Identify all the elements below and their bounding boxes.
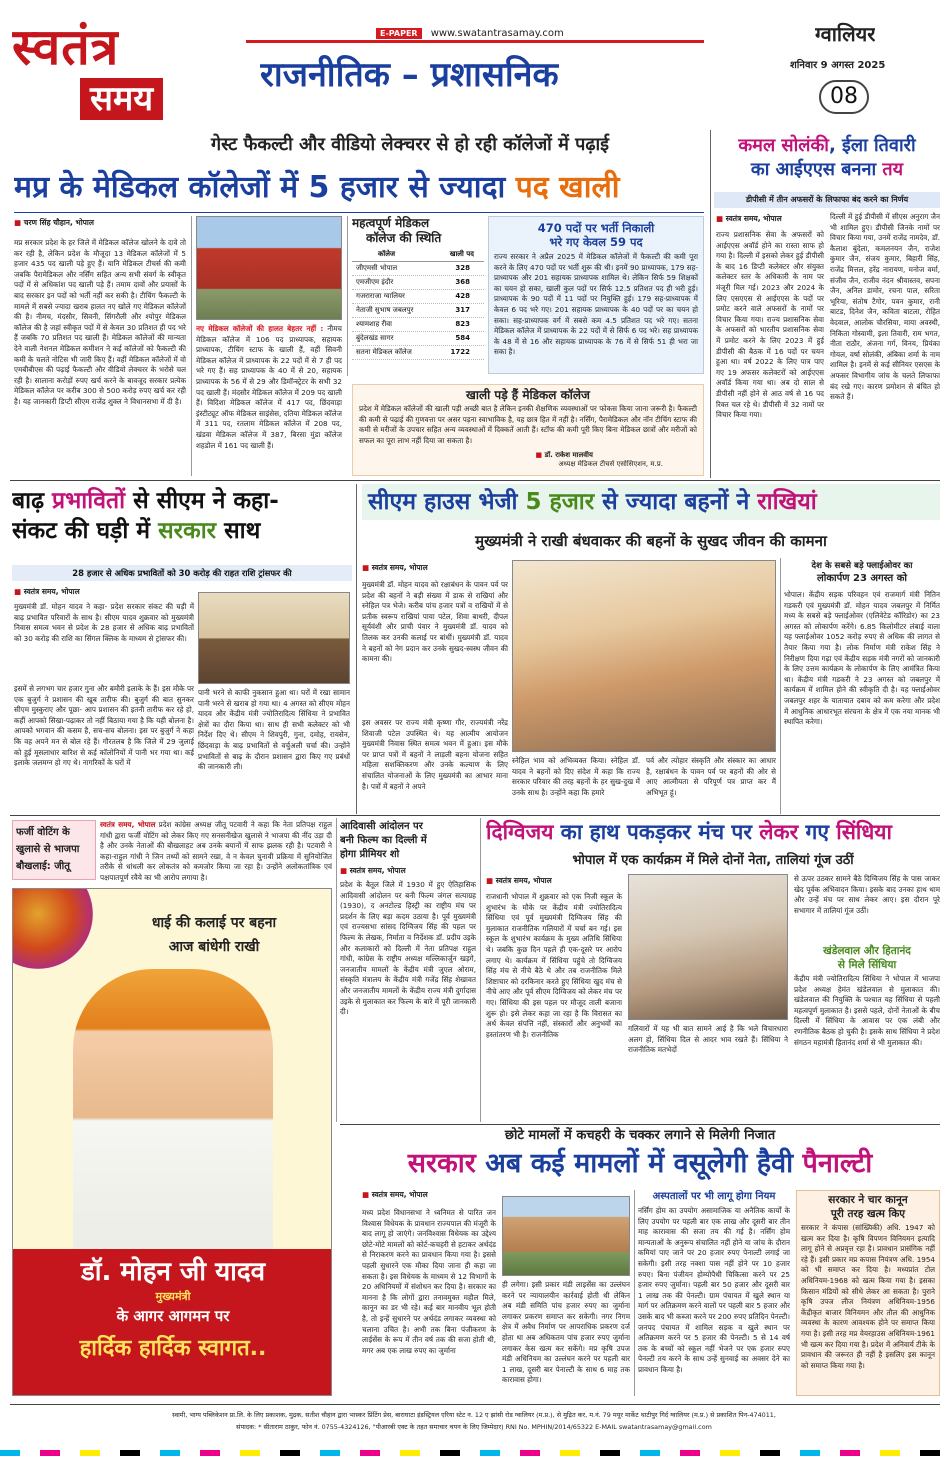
penalty-body-2: ही लगेगा। इसी प्रकार मंडी लाइसेंस का उल्लंघन करने पर न्यायालयीन कार्रवाई होती थी लेकिन अब मंडी समिति पांच हजार रुपए का जुर्माना लगाकर प्रकरण समाप्त कर सकेगी। नगर निगम क्षेत्र में अवैध निर्माण पर आपराधिक प्रकरण दर्ज होता था अब अधिकतम पांच हजार रुपए जुर्माना लगाकर केस खत्म कर सकेंगे। मप्र कृषि उपज मंडी अधिनियम का उल्लंघन करने पर पहली बार 1 लाख, दूसरी बार पेनाल्टी के साथ 6 माह तक कारावास होगा। (502, 1280, 630, 1385)
flood-h2-c: साथ (216, 518, 261, 544)
lead-byline: ■ चरण सिंह चौहान, भोपाल (14, 218, 184, 228)
ad-name: डॉ. मोहन जी यादव (80, 1257, 266, 1287)
lead-body-1: मप्र सरकार प्रदेश के हर जिले में मेडिकल कॉलेज खोलने के दावे तो कर रही है, लेकिन प्रदेश के मौजूदा 13 मेडिकल कॉलेजों में 5 हजार 435 पद खाली पड़े हुए हैं। यानि मेडिकल टीचर्स की कमी जबकि पैरामेडिकल और नर्सिंग सहित अन्य सभी संवर्ग के स्वीकृत पदों में से अधिकांश पद खाली पड़े हैं। तमाम दावों और प्रयासों के बाद सरकार इन पदों को भर्ती नहीं कर सकी है। टीचिंग फैकल्टी के मामले में सबसे ज्यादा खराब हालत नए खोले गए मेडिकल कॉलेजों की है। नीमच, मंदसौर, सिवनी, सिंगरौली और श्योपुर मेडिकल कॉलेज की है जहां स्वीकृत पदों में से केवल 30 प्रतिशत ही पद भरे हैं जबकि 70 प्रतिशत पद खाली हैं। मेडिकल कॉलेजों की मान्यता देने वाली नेशनल मेडिकल कमीशन ने कई कॉलेजों को फैकल्टी की कमी के चलते नोटिस भी जारी किए हैं। वहीं मेडिकल कॉलेजों में वो एमबीबीएस की पढ़ाई फैकल्टी और वीडियो लेक्चरर के भरोसे चल रही है। सालाना करोड़ों रुपए खर्च करने के बावजूद सरकार प्रत्येक मेडिकल कॉलेज पर करीब 300 से 500 करोड़ रुपए खर्च कर रही है। यह जानकारी डिप्टी सीएम राजेंद्र शुक्ल ने विधानसभा में दी है। (14, 238, 186, 406)
flood-h1-c: से सीएम ने कहा- (125, 488, 279, 514)
table-col-college: कॉलेज (378, 250, 396, 258)
table-row (352, 262, 484, 276)
laws-box (796, 1190, 940, 1396)
rakhi-byline: ■ स्वतंत्र समय, भोपाल (362, 563, 512, 573)
vacant-box (352, 384, 704, 476)
table-row (352, 290, 484, 304)
site-url[interactable]: www.swatantrasamay.com (430, 28, 564, 39)
vote-box-1: फर्जी वोटिंग के (16, 827, 70, 838)
epaper-label: E-PAPER (376, 28, 422, 39)
scindia-sub (794, 944, 940, 1114)
table-heading-2: कॉलेज की स्थिति (366, 231, 442, 245)
section-title: राजनीतिक – प्रशासनिक (260, 55, 559, 95)
table-row (352, 332, 484, 346)
film-title-2: बनी फिल्म का दिल्ली में (340, 835, 427, 846)
flyover-body: भोपाल। केंद्रीय सड़क परिवहन एवं राजमार्ग मंत्री नितिन गडकरी एवं मुख्यमंत्री डॉ. मोहन यादव जबलपुर में निर्मित मध्य के सबसे बड़े फ्लाईओवर (एलिवेटेड कॉरिडोर) का 23 अगस्त को लोकार्पण करेंगे। 6.85 किलोमीटर लंबाई वाला यह फ्लाईओवर 1052 करोड़ रुपए से अधिक की लागत से तैयार किया गया है। लोक निर्माण मंत्री राकेश सिंह ने निरीक्षण दिया गढ़ा एवं केंद्रीय सड़क मंत्री नगरों को जानकारी के लिए उत्तम कार्यक्रम के लोकार्पण के लिए आमंत्रित किया था। केंद्रीय मंत्री गडकरी ने 23 अगस्त को जबलपुर में कार्यक्रम में शामिल होने की स्वीकृति दी है। यह फ्लाईओवर जबलपुर शहर के यातायात दबाव को कम करेगा और प्रदेश में आधुनिक आधारभूत संरचना के क्षेत्र में एक नया मानक भी स्थापित करेगा। (784, 590, 940, 727)
vote-body-text: प्रदेश कांग्रेस अध्यक्ष जीतू पटवारी ने कहा कि नेता प्रतिपक्ष राहुल गांधी द्वारा फर्जी वोटिंग को लेकर किए गए सनसनीखेज खुलासे ने भाजपा की नींद उड़ा दी है और उनके नेताओं की बौखलाहट अब उनके बयानों में साफ झलक रही है। पटवारी ने कहा-राहुल गांधी ने जिन तथ्यों को सामने रखा, वे न केवल चुनावी प्रक्रिया में सुनियोजित तरीके से धांधली कर लोकतंत्र को कमजोर किया जा रहा है। उन्होंने अलोकतांत्रिक एवं पक्षपातपूर्ण रवैये का भी आरोप लगाया है। (100, 820, 332, 882)
rakhi-body-1: मुख्यमंत्री डॉ. मोहन यादव को रक्षाबंधन के पावन पर्व पर प्रदेश की बहनों ने बड़ी संख्या में डाक से राखियां और स्नेहिल पत्र भेजे। करीब पांच हजार पत्रों व राखियों में से प्रतीक स्वरूप राखियां पाया पटेल, शिवा बाथरी, दीपल सूर्यवंशी और प्राची पंवार ने मुख्यमंत्री डॉ. यादव को तिलक कर उनकी कलाई पर बांधीं। मुख्यमंत्री डॉ. यादव ने बहनों को नेग प्रदान कर उनके सुखद-स्वस्थ जीवन की कामना की। (362, 580, 508, 664)
table-cell-vacant: 584 (455, 334, 470, 342)
flyover-box (784, 560, 940, 812)
penalty-h-b: अब कई मामलों में वसूलेगी हैवी (475, 1148, 803, 1179)
vacancy-table (352, 216, 484, 372)
table-row (352, 304, 484, 318)
vote-box-3: बौखलाई: जीतू (16, 861, 70, 872)
rakhi-strap: मुख्यमंत्री ने राखी बंधवाकर की बहनों के सुखद जीवन की कामना (475, 532, 827, 550)
ias-headline-d: तय (882, 159, 904, 180)
penalty-h-c: पैनाल्टी (802, 1148, 873, 1179)
table-row (352, 346, 484, 360)
table-cell-vacant: 368 (455, 278, 470, 286)
penalty-headline (340, 1146, 940, 1182)
college-building-photo (196, 216, 342, 320)
table-cell-vacant: 823 (455, 320, 470, 328)
film-byline: ■ स्वतंत्र समय, भोपाल (340, 866, 476, 876)
scindia-byline: ■ स्वतंत्र समय, भोपाल (486, 876, 626, 886)
welcome-ad (12, 888, 332, 1396)
table-cell-college: सतना मेडिकल कॉलेज (356, 348, 412, 356)
flood-body-1: मुख्यमंत्री डॉ. मोहन यादव ने कहा- प्रदेश सरकार संकट की घड़ी में बाढ़ प्रभावित परिवारों के साथ है। सीएम यादव शुक्रवार को मुख्यमंत्री निवास समत्व भवन से प्रदेश के 28 हजार से अधिक बाढ़ प्रभावितों को 30 करोड़ की राशि का सिंगल क्लिक के माध्यम से ट्रांसफर की। (14, 602, 194, 643)
table-cell-college: बुंदेलखंड सागर (356, 334, 394, 342)
rakhi-graphic (12, 888, 93, 969)
scindia-sub-title-2: से मिले सिंधिया (837, 959, 897, 971)
rakhi-ceremony-photo (512, 560, 776, 752)
ad-banner (13, 1249, 332, 1396)
flood-h1-b: प्रभावितों (52, 488, 126, 514)
table-row (352, 318, 484, 332)
flood-h1-a: बाढ़ (12, 488, 53, 514)
penalty-byline: ■ स्वतंत्र समय, भोपाल (362, 1190, 502, 1200)
rakhi-h-c: से ज्यादा बहनों ने (594, 489, 758, 515)
lead-headline (14, 168, 704, 208)
ias-strap: डीपीसी में तीन अफसरों के लिफाफा बंद करने का निर्णय (714, 192, 940, 208)
laws-box-body: सरकार ने कंपास (सांख्यिकी) अधि. 1947 को खत्म कर दिया है। कृषि विपणन विनियमन इत्यादि लागू होने से अप्रवृत्त रहा है। प्रावधान प्रासंगिक नहीं रहे हैं। इसी प्रकार मप्र कपास नियंत्रण अधि. 1954 को भी समाप्त कर दिया है। मध्यप्रांत टोल अधिनियम-1968 को खत्म किया गया है। इसका किसान मंडियों को सीधे लेकर आ सकता है। पुराने कृषि उपज लीज नियंत्रण अधिनियम-1956 केंद्रीकृत बाजार विनियमन और तौल की आधुनिक व्यवस्था के कारण आवश्यक होने पर समाप्त किया गया है। इसी तरह मप्र वेयरहाउस अधिनियम-1961 भी खत्म कर दिया गया है। प्रदेश में अनिवार्य टीके के प्रावधान की जरूरत ही नहीं है इसलिए इस कानून को समाप्त किया गया है। (801, 1223, 935, 1370)
ad-line-3: के आगर आगमन पर (116, 1307, 230, 1325)
rakhi-h-b: 5 हजार (525, 489, 595, 515)
assembly-building-photo (502, 1196, 630, 1276)
laws-box-title-2: पूरी तरह खत्म किए (830, 1208, 906, 1220)
hospital-box-body: नर्सिंग होम का उपयोग असामाजिक या अनैतिक कार्यों के लिए उपयोग पर पहली बार एक लाख और दूसरी बार तीन माह कारावास की सजा तय की गई है। नर्सिंग होम मान्यताओं के अनुरूप संचालित नहीं होने या जांच के दौरान कमियां पाए जाने पर 20 हजार रुपए पेनाल्टी लगाई जा सकेगी। इसी तरह नक्शा पास नहीं होने पर 10 हजार रुपए। बिना पंजीयन होम्योपैथी चिकित्सा करने पर 25 हजार रुपए जुर्माना। पहली बार 50 हजार और दूसरी बार 1 लाख तक की पेनल्टी। ग्राम पंचायत में खुले स्थान या मार्ग पर अतिक्रमण करने वालों पर पहली बार 5 हजार और उसके बाद भी कब्जा करने पर 200 रुपए प्रतिदिन पेनल्टी। जनपद पंचायत में शामिल सड़क व खुले स्थान पर अतिक्रमण करने पर 5 हजार की पेनल्टी। 5 से 14 वर्ष तक के बच्चों को स्कूल नहीं भेजने पर एक हजार रुपए पेनल्टी तय करने के साथ उन्हें सुनवाई का अवसर देने का प्रावधान किया है। (638, 1206, 790, 1374)
scindia-photo-caption: गलियारों में यह भी बात सामने आई है कि भले विचारधारा अलग हो, सिंधिया दिल से आदर भाव रखते हैं। सिंधिया ने राजनीतिक मतभेदों (628, 1024, 788, 1055)
vote-box-2: खुलासे से भाजपा (16, 844, 80, 855)
vacant-sign-1: ■ डॉ. राकेश मालवीय (353, 451, 703, 460)
ias-headline (714, 134, 940, 182)
rakhi-h-d: राखियां (757, 489, 817, 515)
scindia-h-a: दिग्विजय (486, 820, 554, 844)
scindia-h-b: का हाथ पकड़कर मंच पर (553, 820, 760, 844)
penalty-kicker: छोटे मामलों में कचहरी के चक्कर लगाने से मिलेगी निजात (504, 1128, 776, 1143)
ias-body-1: राज्य प्रशासनिक सेवा के अफसरों को आईएएस अवॉर्ड होने का रास्ता साफ हो गया है। दिल्ली में इसको लेकर हुई डीपीसी के बाद 16 डिप्टी कलेक्टर और संयुक्त कलेक्टर स्तर के अधिकारी के नाम पर मंजूरी मिल गई। 2023 और 2024 के लिए एसएएस से आईएएस के पदों पर प्रमोट करने वाले अफसरों के नामों पर विचार किया गया। राज्य प्रशासनिक सेवा के अफसरों को भारतीय प्रशासनिक सेवा में प्रमोट करने के लिए 2023 में हुई डीपीसी की बैठक में 16 पदों पर चयन हुआ था। वर्ष 2022 के लिए पात्र पाए गए 19 अफसर कलेक्टरों को आईएएस अवॉर्ड किया गया था। अब दो साल से डीपीसी नहीं होने से आठ वर्ष से 16 पद रिक्त चल रहे थे। डीपीसी में 32 नामों पर विचार किया गया। (716, 230, 824, 420)
ad-line-1: धाई की कलाई पर बहना (151, 915, 277, 931)
vote-byline: स्वतंत्र समय, भोपाल (100, 820, 156, 829)
cm-office-photo (198, 592, 350, 684)
scindia-body: राजधानी भोपाल में शुक्रवार को एक निजी स्कूल के शुभारंभ के मौके पर केंद्रीय मंत्री ज्योतिरादित्य सिंधिया एवं पूर्व मुख्यमंत्री दिग्विजय सिंह की मुलाकात राजनीतिक गलियारों में चर्चा बन गई। इस स्कूल के शुभारंभ कार्यक्रम के मुख्य अतिथि सिंधिया थे। जबकि कुछ दिन पहले ही एक-दूसरे पर आरोप लगाए थे। कार्यक्रम में सिंधिया पहुंचे तो दिग्विजय सिंह मंच से नीचे बैठे थे और तब राजनीतिक मिले शिष्टाचार को दरकिनार करते हुए सिंधिया खुद मंच से नीचे आए और पूर्व सीएम दिग्विजय को लेकर मंच पर गए। सिंधिया की इस पहल पर मौजूद ताली बजाना शुरू हो। इसे लेकर कहा जा रहा है कि विरासत का अर्थ केवल संपत्ति नहीं, संस्कारों और अनुभवों का हस्तांतरण भी है। राजनीतिक (486, 892, 622, 1039)
ias-headline-c: का आईएएस बनना (750, 159, 883, 180)
lead-body-2-text: नीमच मेडिकल कॉलेज में 106 पद प्राध्यापक, सहायक प्राध्यापक, टीचिंग स्टाफ के खाली हैं, वहीं सिवनी मेडिकल कॉलेज में प्राध्यापक के 22 पदों में से 7 ही पद भरे गए हैं। सह प्राध्यापक के 40 में से 20, सहायक प्राध्यापक के 56 में से 29 और डिमॉन्स्ट्रेटर के सभी 32 पद खाली हैं। मंदसौर मेडिकल कॉलेज में 209 पद खाली हैं। विदिशा मेडिकल कॉलेज में 417 पद, छिंदवाड़ा इंस्टीट्यूट ऑफ मेडिकल साइंसेस, दतिया मेडिकल कॉलेज में 311 पद, रतलाम मेडिकल कॉलेज में 208 पद, खंडवा मेडिकल कॉलेज में 387, बिरसा मुंडा कॉलेज शहडोल में 161 पद खाली हैं। (196, 324, 342, 450)
penalty-body-1: मध्य प्रदेश विधानसभा ने ध्वनिमत से पारित जन विश्वास विधेयक के प्रावधान राज्यपाल की मंजूरी के बाद लागू हो जाएंगे। जनविश्वास विधेयक का उद्देश्य छोटे-मोटे मामलों को कोर्ट-कचहरी से हटाकर अर्थदंड से निराकरण करने का प्रावधान किया गया है। इससे पहली सुधारने एक मौका दिया जाना ही कहा जा सकता है। इस विधेयक के माध्यम से 12 विभागों के 20 अधिनियमों में संशोधन कर दिया है। सरकार का मानना है कि लोगों द्वारा तनावमुक्त महौल मिले, कानून का डर भी रहे। कई बार मानवीय भूल होती है, तो इन्हें सुधारने पर अर्थदंड लगाकर व्यवस्था को चलाना उचित है। अभी तक बिना पंजीकरण के लाईसेंस के रूप में तीन वर्ष तक की सजा होती थी, मगर अब एक लाख रुपए का जुर्माना (362, 1208, 496, 1355)
scindia-body-2: से ऊपर उठकर सामने बैठे दिग्विजय सिंह के पास जाकर खेद पूर्वक अभिवादन किया। इसके बाद उनका हाथ थाम और उन्हें मंच पर साथ लेकर आए। इस दौरान पूरे सभागार में तालियां गूंज उठीं। (794, 874, 940, 915)
laws-box-title-1: सरकार ने चार कानून (828, 1194, 908, 1206)
lead-headline-a: मप्र के मेडिकल कॉलेजों में 5 हजार से ज्यादा (14, 170, 516, 205)
film-title-1: आदिवासी आंदोलन पर (340, 821, 423, 832)
table-cell-college: नेताजी सुभाष जबलपुर (356, 306, 414, 314)
logo-top: स्वतंत्र (12, 18, 120, 76)
film-story (340, 820, 476, 862)
flood-h2-b: सरकार (158, 518, 217, 544)
table-cell-vacant: 328 (455, 264, 470, 272)
imprint-line-2: संपादक: * सीताराम ठाकुर, फोन नं. 0755-4324126, "पीआरबी एक्ट के तहत समाचार चयन के लिए जिम्मेदार) RNI No. MPHIN/2014/65322 E-MAIL swatantrasamay@gmail.com (236, 1423, 712, 1431)
ias-headline-a: कमल सोलंकी (738, 135, 829, 156)
table-rows (352, 262, 484, 360)
flyover-title-1: देश के सबसे बड़े फ्लाईओवर का (811, 561, 913, 571)
vacant-title: खाली पड़े हैं मेडिकल कॉलेज (466, 388, 590, 402)
rakhi-headline (362, 484, 940, 520)
epaper-strip (376, 21, 616, 39)
lead-headline-b: पद खाली (515, 170, 620, 205)
scindia-digvijay-photo (628, 874, 788, 1020)
vacant-body: प्रदेश में मेडिकल कॉलेजों की खाली पड़ी अच्छी बात है लेकिन इनकी शैक्षणिक व्यवस्थाओं पर फोकस किया जाना जरूरी है। फैकल्टी की कमी से पढ़ाई की गुणवत्ता पर असर पड़ना स्वाभाविक है, यह छात्र हित में नहीं है। नर्सिंग, पैरामेडिकल और नॉन टीचिंग स्टाफ की कमी से मरीजों के उपचार सहित अन्य व्यवस्थाओं में दिक्कतें आती हैं। स्टॉफ की कमी पूरी किए बिना मेडिकल छात्रों और मरीजों को सफल का पूरा लाभ नहीं दिया जा सकता है। (359, 404, 697, 445)
masthead (0, 0, 945, 130)
logo (12, 20, 202, 124)
table-cell-vacant: 428 (455, 292, 470, 300)
table-cell-college: गजराराजा ग्वालियर (356, 292, 405, 300)
vote-body (100, 820, 332, 884)
flood-body-2: इसमें से लगभग चार हजार गुना और बमौरी इलाके के हैं। इस मौके पर एक बुजुर्ग ने प्रशासन की खूब तारीफ की। बुजुर्ग की बात सुनकर सीएम मुस्कुराए और पूछा- आप प्रशासन की इतनी तारीफ कर रहे हो, कहीं आपको सिखा-पढ़ाकर तो नहीं बिठाया गया है कि यही बोलना है। आपको भगवान की कसम है, सच-सच बोलना। इस पर बुजुर्ग ने कहा कि वह अपने मन से बोल रहे हैं। गौरतलब है कि जिले में 29 जुलाई को हुई मूसलाधार बारिश से कई कॉलोनियों में पानी भर गया था। कई इलाके जलमग्न हो गए थे। नागरिकों के घरों में (14, 684, 194, 768)
scindia-h-d: गए (798, 820, 837, 844)
flyover-title-2: लोकार्पण 23 अगस्त को (816, 573, 908, 584)
flood-headline (12, 486, 352, 546)
table-cell-vacant: 317 (455, 306, 470, 314)
rakhi-body-2: इस अवसर पर राज्य मंत्री कृष्णा गौर, राज्यमंत्री नरेंद्र शिवाजी पटेल उपस्थित थे। यह आत्मीय आयोजन मुख्यमंत्री निवास स्थित समत्व भवन में हुआ। इस मौके पर प्राप्त पत्रों में बहनों ने लाड़ली बहना योजना सहित महिला सशक्तिकरण और उनके कल्याण के लिए संचालित योजनाओं के लिए मुख्यमंत्री का आभार माना है। पत्रों में बहनों ने अपने (362, 718, 508, 791)
scindia-h-c: लेकर (759, 820, 799, 844)
ad-line-4: हार्दिक हार्दिक स्वागत.. (79, 1336, 267, 1361)
ad-role: मुख्यमंत्री (155, 1290, 191, 1303)
edition-city: ग्वालियर (815, 22, 876, 46)
penalty-h-a: सरकार (407, 1148, 476, 1179)
hospital-box (638, 1190, 790, 1396)
flood-body-3: पानी भरने से काफी नुकसान हुआ था। घरों में रखा सामान पानी भरने से खराब हो गया था। 4 अगस्त को सीएम मोहन यादव और केंद्रीय मंत्री ज्योतिरादित्य सिंधिया ने प्रभावित क्षेत्रों का दौरा किया था। साथ ही सभी कलेक्टर को भी निर्देश दिए थे। सीएम ने शिवपुरी, गुना, दमोह, रायसेन, छिंदवाड़ा के बाढ़ प्रभावितों से वर्चुअली चर्चा की। उन्होंने प्रभावितों से बाढ़ के दौरान प्रशासन द्वारा किए गए प्रबंधों की जानकारी ली। (198, 688, 350, 772)
table-cell-college: जीएमसी भोपाल (356, 264, 398, 272)
page-number: 08 (819, 80, 869, 114)
lead-kicker: गेस्ट फैकल्टी और वीडियो लेक्चरर से हो रही कॉलेजों में पढ़ाई (211, 134, 609, 155)
table-row (352, 276, 484, 290)
film-body: प्रदेश के बैतूल जिले में 1930 में हुए ऐतिहासिक आदिवासी आंदोलन पर बनी फिल्म जंगल सत्याग्रह (1930), द अनटोल्ड हिस्ट्री का राष्ट्रीय मंच पर प्रदर्शन के लिए बड़ा कदम उठाया है। पूर्व मुख्यमंत्री एवं राज्यसभा सांसद दिग्विजय सिंह की पहल पर फिल्म के लेखक, निर्माता व निर्देशक डॉ. प्रदीप उइके और कलाकारों को दिल्ली में नेता प्रतिपक्ष राहुल गांधी, कांग्रेस के राष्ट्रीय अध्यक्ष मल्लिकार्जुन खड़गे, जनजातीय मामलों के केंद्रीय मंत्री जुएल ओराम, संस्कृति मंत्रालय के केंद्रीय मंत्री गजेंद्र सिंह शेखावत और जनजातीय मामलों के केंद्रीय राज्य मंत्री दुर्गादास उइके से मुलाकात कर फिल्म के बारे में पूरी जानकारी दी। (340, 880, 476, 1017)
table-cell-college: एमजीएम इंदौर (356, 278, 394, 286)
table-cell-college: श्यामशाह रीवा (356, 320, 392, 328)
lead-subhead: नए मेडिकल कॉलेजों की हालत बेहतर नहीं : (196, 324, 324, 333)
lead-body-2 (196, 324, 342, 474)
recruit-body: राज्य सरकार ने अप्रैल 2025 में मेडिकल कॉलेजों में फैकल्टी की कमी पूरा करने के लिए 470 पदों पर भर्ती शुरू की थी। इनमें 90 प्राध्यापक, 179 सह-प्राध्यापक और 201 सहायक प्राध्यापक शामिल थे। लेकिन सिर्फ 59 शिक्षकों का चयन हो सका, खाली कुल पदों पर सिर्फ 12.5 प्रतिशत पद ही भरी हुई। प्राध्यापक के 90 पदों में 11 पदों पर नियुक्ति हुई। 179 सह-प्राध्यापक में केवल 6 पद भरे गए। 201 सहायक प्राध्यापक के 40 पदों पर का चयन हो सका। सह-प्राध्यापक वर्ग में सबसे कम 4.5 प्रतिशत पद भरे गए। सतना मेडिकल कॉलेज में प्राध्यापक के 22 पदों में से सिर्फ 6 पद भरे। सह प्राध्यापक के 48 में से 16 और सहायक प्राध्यापक के 76 में से सिर्फ 51 ही भरा जा सका है। (494, 252, 698, 357)
table-heading-1: महत्वपूर्ण मेडिकल (352, 216, 430, 230)
rakhi-photo-caption: स्नेहिल भाव को अभिव्यक्त किया। स्नेहिल डॉ. यादव ने बहनों को दिए संदेश में कहा कि राज्य सरकार परिवार की तरह बहनों के हर सुख-दुख में उनके साथ है। उन्होंने कहा कि हमारे (512, 756, 640, 797)
ias-byline: ■ स्वतंत्र समय, भोपाल (716, 214, 826, 224)
recruit-box (488, 216, 704, 374)
scindia-headline (486, 818, 940, 846)
ad-line-2: आज बांधेगी राखी (168, 939, 260, 955)
ias-headline-b: , ईला तिवारी (828, 135, 916, 156)
vacant-sign-2: अध्यक्ष मेडिकल टीचर्स एसोसिएशन, म.प्र. (558, 460, 663, 468)
color-registration-bar (0, 1450, 945, 1456)
film-title-3: होगा प्रीमियर शो (340, 849, 400, 860)
rakhi-h-a: सीएम हाउस भेजी (368, 489, 526, 515)
scindia-strap: भोपाल में एक कार्यक्रम में मिले दोनों नेता, तालियां गूंज उठीं (572, 853, 854, 868)
recruit-title-1: 470 पदों पर भर्ती निकाली (537, 221, 655, 235)
imprint-line-1: स्वामी, भाग्य पब्लिकेशन प्रा.लि. के लिए प्रकाशक, मुद्रक, सतीश चौहान द्वारा भास्कर प्रिंटिंग प्रेस, बाराघाटा इंडस्ट्रियल एरिया स्टेट न. 12 ए झांसी रोड ग्वालियर (म.प्र.), से मुद्रित कर, म.नं. 79 मयूर मार्केट थाटीपुर गिर्द ग्वालियर (म.प्र.) से प्रकाशित पिन-474011, (172, 1411, 776, 1419)
scindia-sub-body: केंद्रीय मंत्री ज्योतिरादित्य सिंधिया ने भोपाल में भाजपा प्रदेश अध्यक्ष हेमंत खंडेलवाल से मुलाकात की। खंडेलवाल की नियुक्ति के पश्चात यह सिंधिया से पहली महत्वपूर्ण मुलाकात है। इससे पहले, दोनों नेताओं के बीच दिल्ली में सिंधिया के आवास पर एक लंबी और रणनीतिक बैठक हो चुकी है। इसके साथ सिंधिया ने प्रदेश संगठन महामंत्री हितानंद शर्मा से भी मुलाकात की। (794, 974, 940, 1047)
vote-box (12, 820, 96, 880)
section-banner (246, 40, 704, 110)
flood-h2-a: संकट की घड़ी में (12, 518, 159, 544)
flood-byline: ■ स्वतंत्र समय, भोपाल (14, 587, 174, 597)
scindia-h-e: सिंधिया (836, 820, 892, 844)
recruit-title-2: भरे गए केवल 59 पद (549, 235, 643, 249)
flood-strap: 28 हजार से अधिक प्रभावितों को 30 करोड़ की राहत राशि ट्रांसफर की (12, 565, 352, 581)
table-cell-vacant: 1722 (450, 348, 470, 356)
logo-bottom: समय (80, 78, 163, 120)
edition-date: शनिवार 9 अगस्त 2025 (790, 60, 886, 71)
hospital-box-title: अस्पतालों पर भी लागू होगा नियम (652, 1191, 776, 1202)
table-col-vacant: खाली पद (449, 250, 474, 258)
rakhi-body-3: पर्व और त्योहार संस्कृति और संस्कार का आधार है, रक्षाबंधन के पावन पर्व पर बहनों की ओर से आए आत्मीयता से परिपूर्ण पत्र प्राप्त कर मैं अभिभूत हूं। (646, 756, 776, 797)
ias-body-2: दिल्ली में हुई डीपीसी में सीएस अनुराग जैन भी शामिल हुए। डीपीसी जिनके नामों पर विचार किया गया, उनमें राजेंद्र नामदेव, डॉ. कैलाश बुंदेला, कमलनयन जैन, राजेश कुमार जैन, संजय कुमार, बिहारी सिंह, राजेंद्र मित्तल, हरेंद्र नारायण, मनोज वर्मा, संजीव जैन, राजीव नंदन श्रीवास्तव, सपना जैन, अनिल डामोर, रचना पाल, सरिता भूरिया, संतोष टैगोर, पवन कुमार, रानी बाटड, दिनेश जैन, कविता बाटला, रोहित वेदवाल, आलोक चौरसिया, माया अवस्थी, निकिता गोस्वामी, इला तिवारी, राम भगत, नीता राठौर, अंजना गर्ग, विनय, प्रियंका गोयल, वर्षा सोलंकी, अंबिका शर्मा के नाम शामिल है। इनमें से कई सीनियर एसएस के अफसर विभागीय जांच के चलते लिफाफा बंद रखे गए। कारण प्रमोशन से बंचित हो सकते हैं। (830, 212, 940, 402)
scindia-sub-title-1: खंडेलवाल और हितानंद (823, 945, 911, 957)
